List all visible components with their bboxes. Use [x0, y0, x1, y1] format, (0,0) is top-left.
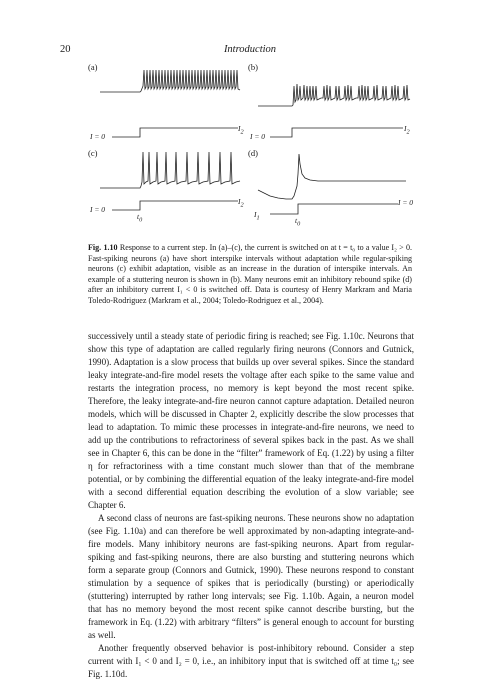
voltage-trace — [248, 146, 418, 230]
panel-d — [248, 146, 418, 230]
voltage-trace — [248, 62, 418, 144]
current-symbol: I — [254, 210, 257, 219]
panel-b — [248, 62, 418, 144]
current-step-label — [238, 124, 244, 136]
onset-time-label — [137, 212, 142, 224]
current-zero-label: I = 0 — [90, 132, 106, 141]
panel-c — [88, 146, 248, 230]
caption-text: Response to a current step. In (a)–(c), the current is switched on at t = t₀ to a value I₂ > 0. Fast-spiking neurons (a) have short interspike intervals without adaptation while regular-spiking neurons (c) exhibit adaptation, visible as an increase in the duration of interspike intervals. An example of a stuttering neuron is shown in (b). Many neurons emit an inhibitory rebound spike (d) after an inhibitory current I₁ < 0 is switched off. Data is courtesy of Henry Markram and Maria Toledo-Rodriguez (Markram et al., 2004; Toledo-Rodriguez et al., 2004). — [88, 243, 413, 305]
time-symbol: t — [137, 212, 140, 221]
page-number: 20 — [60, 44, 71, 55]
current-step-label — [238, 197, 244, 209]
current-zero-label: I = 0 — [90, 205, 106, 214]
running-title: Introduction — [223, 44, 277, 55]
voltage-trace — [88, 146, 248, 230]
paragraph: Another frequently observed behavior is post-inhibitory rebound. Consider a step current with I₁ < 0 and I₂ = 0, i.e., an inhibitory input that is switched off at time t₀; see Fig. 1.10d. — [88, 643, 414, 679]
panel-a — [88, 62, 248, 144]
panel-label: (c) — [88, 148, 98, 158]
current-zero-label: I = 0 — [398, 198, 414, 207]
inhibitory-current-label — [254, 210, 260, 222]
current-symbol: I — [238, 197, 241, 206]
paragraph: successively until a steady state of periodic firing is reached; see Fig. 1.10c. Neurons that show this type of adaptation are called regularly firing neurons (Connors and Gutnick, 1990). Adaptation is a slow process that builds up over several spikes. Since the standard leaky integrate-and-fire model resets the voltage after each spike to the same value and restarts the integration process, no memory is kept beyond the most recent spike. Therefore, the leaky integrate-and-fire neuron cannot capture adaptation. Detailed neuron models, which will be discussed in Chapter 2, explicitly describe the slow processes that lead to adaptation. To mimic these processes in integrate-and-fire neurons, we need to add up the contributions to refractoriness of several spikes back in the past. As we shall see in Chapter 6, this can be done in the “filter” framework of Eq. (1.22) by using a filter η for refractoriness with a time constant much slower than that of the membrane potential, or by combining the differential equation of the leaky integrate-and-fire model with a second differential equation describing the evolution of a slow variable; see Chapter 6. — [88, 331, 414, 510]
current-subscript: 2 — [406, 128, 410, 136]
paragraph: A second class of neurons are fast-spiking neurons. These neurons show no adaptation (see Fig. 1.10a) and can therefore be well approximated by non-adapting integrate-and-fire models. Many inhibitory neurons are fast-spiking neurons. Apart from regular-spiking and fast-spiking neurons, there are also bursting and stuttering neurons which form a separate group (Connors and Gutnick, 1990). These neurons respond to constant stimulation by a sequence of spikes that is periodically (bursting) or aperiodically (stuttering) interrupted by rather long intervals; see Fig. 1.10b. Again, a neuron model that has no memory beyond the most recent spike cannot describe bursting, but the framework in Eq. (1.22) with arbitrary “filters” is general enough to account for bursting as well. — [88, 513, 414, 640]
voltage-trace — [88, 62, 248, 144]
panel-label: (b) — [248, 62, 258, 72]
current-step-label — [404, 124, 410, 136]
current-subscript: 1 — [256, 214, 260, 222]
figure-caption — [88, 243, 412, 307]
page-header — [60, 44, 440, 58]
time-symbol: t — [295, 216, 298, 225]
time-subscript: 0 — [139, 216, 143, 224]
current-symbol: I — [238, 124, 241, 133]
body-text — [88, 330, 414, 681]
panel-label: (a) — [88, 62, 98, 72]
panel-label: (d) — [248, 148, 258, 158]
current-zero-label: I = 0 — [250, 132, 266, 141]
caption-label: Fig. 1.10 — [88, 243, 118, 252]
onset-time-label — [295, 216, 300, 228]
current-subscript: 2 — [240, 128, 244, 136]
current-subscript: 2 — [240, 201, 244, 209]
time-subscript: 0 — [297, 220, 301, 228]
current-symbol: I — [404, 124, 407, 133]
